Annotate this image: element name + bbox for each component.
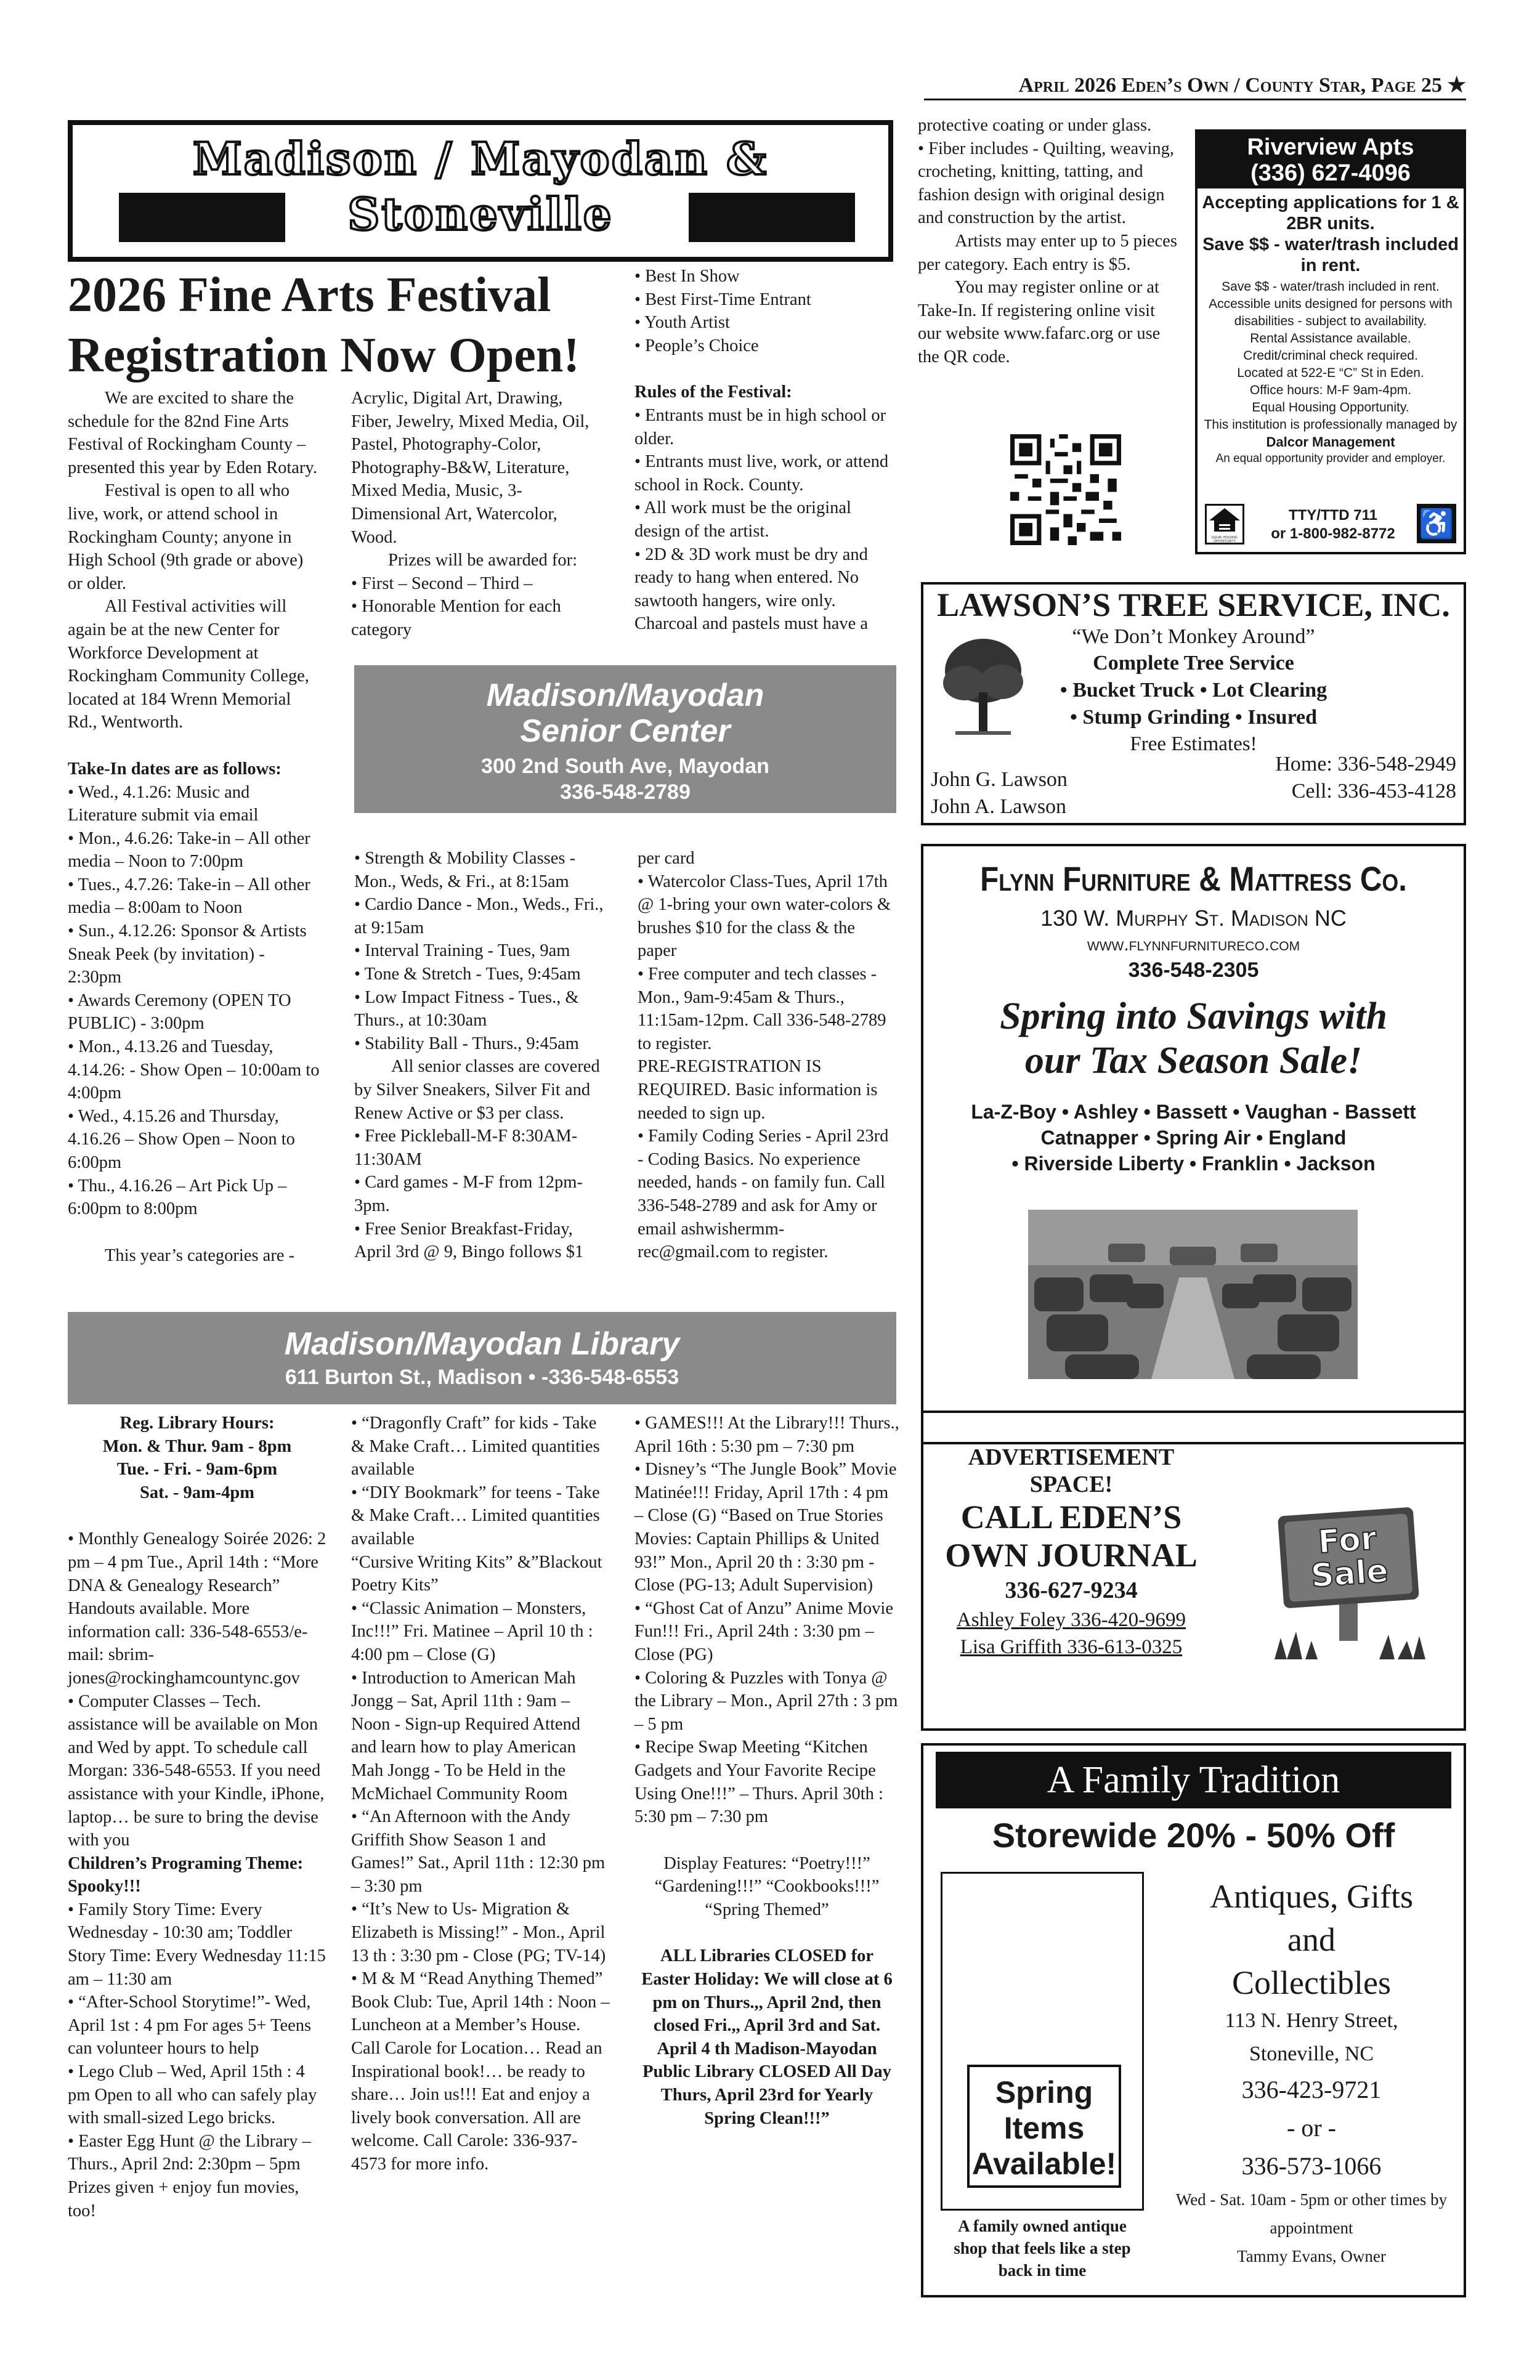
library-hours: Mon. & Thur. 9am - 8pm xyxy=(102,1436,292,1456)
riverview-detail: Equal Housing Opportunity. xyxy=(1252,400,1409,415)
library-item: • Monthly Genealogy Soirée 2026: 2 pm – 4 pm Tue., April 14th : “More DNA & Genealogy Research” Handouts available. More information call: 336-548-6553/e-mail: sbrim-jones@rockinghamcountync.gov xyxy=(68,1529,326,1688)
takein-item: • Awards Ceremony (OPEN TO PUBLIC) - 3:00pm xyxy=(68,989,320,1035)
page-header xyxy=(924,73,1466,97)
lawson-line4: Free Estimates! xyxy=(1130,733,1257,755)
senior-title2: Senior Center xyxy=(520,713,731,749)
library-address: 611 Burton St., Madison • -336-548-6553 xyxy=(285,1366,679,1389)
library-item: “Cursive Writing Kits” &”Blackout Poetry Kits” xyxy=(351,1552,602,1595)
lawson-slogan: “We Don’t Monkey Around” xyxy=(1072,625,1315,648)
header-rule xyxy=(924,99,1466,100)
prizes-intro: Prizes will be awarded for: xyxy=(388,551,578,570)
senior-col1 xyxy=(354,847,613,1264)
family-tagline: A family owned antique shop that feels like a step back in time xyxy=(954,2217,1131,2280)
flynn-web[interactable]: www.flynnfurnitureco.com xyxy=(1087,934,1300,955)
qr-code[interactable] xyxy=(1010,434,1121,545)
family-tradition-ad xyxy=(921,1743,1466,2297)
takein-item: • Mon., 4.6.26: Take-in – All other media – Noon to 7:00pm xyxy=(68,827,320,873)
col4-paragraph: You may register online or at Take-In. If registering online visit our website www.fafarc.org or use the QR code. xyxy=(918,278,1161,366)
flynn-brand-line: La-Z-Boy • Ashley • Bassett • Vaughan - Bassett xyxy=(971,1101,1416,1123)
family-or: - or - xyxy=(1287,2114,1336,2142)
senior-col2 xyxy=(638,847,896,1264)
library-title: Madison/Mayodan Library xyxy=(284,1326,680,1362)
library-col3 xyxy=(634,1412,899,2130)
riverview-detail: Rental Assistance available. xyxy=(1250,331,1411,346)
flynn-title: Flynn Furniture & Mattress Co. xyxy=(980,859,1407,898)
lawson-ad xyxy=(921,582,1466,825)
senior-note: All senior classes are covered by Silver Sneakers, Silver Fit and Renew Active or $3 per class. xyxy=(354,1057,600,1123)
takein-item: • Wed., 4.15.26 and Thursday, 4.16.26 – Show Open – Noon to 6:00pm xyxy=(68,1105,320,1175)
senior-phone: 336-548-2789 xyxy=(560,780,691,804)
takein-heading: Take-In dates are as follows: xyxy=(68,759,282,779)
senior-item: • Interval Training - Tues, 9am xyxy=(354,941,570,961)
senior-item: PRE-REGISTRATION IS REQUIRED. Basic information is needed to sign up. xyxy=(638,1057,878,1123)
library-item: • Disney’s “The Jungle Book” Movie Matinée!!! Friday, April 17th : 4 pm – Close (G) “Based on True Stories Movies: Captain Phillips & United 93!” Mon., April 20 th : 3:30 pm - Close (PG-13; Adult Supervision) xyxy=(634,1460,897,1595)
family-sale: Storewide 20% - 50% Off xyxy=(992,1816,1395,1855)
flynn-ad xyxy=(921,844,1466,1444)
festival-paragraph: All Festival activities will again be at the new Center for Workforce Development at Rockingham Community College, located at 184 Wrenn Memorial Rd., Wentworth. xyxy=(68,597,309,732)
riverview-detail: Credit/criminal check required. xyxy=(1243,349,1418,363)
award-item: • Youth Artist xyxy=(634,311,893,334)
tty-line: TTY/TTD 711 xyxy=(1288,507,1378,524)
riverview-header xyxy=(1198,132,1464,188)
award-item: • Best In Show xyxy=(634,265,893,288)
family-hours: Wed - Sat. 10am - 5pm or other times by appointment xyxy=(1175,2190,1448,2237)
senior-address: 300 2nd South Ave, Mayodan xyxy=(481,755,769,778)
riverview-detail: This institution is professionally managed by xyxy=(1204,418,1457,432)
flynn-address: 130 W. Murphy St. Madison NC xyxy=(1040,905,1347,931)
library-item: • Lego Club – Wed, April 15th : 4 pm Open to all who can safely play with small-sized Lego bricks. xyxy=(68,2062,317,2128)
spring-line: Available! xyxy=(971,2147,1117,2181)
takein-item: • Sun., 4.12.26: Sponsor & Artists Sneak Peek (by invitation) - 2:30pm xyxy=(68,920,320,989)
library-display: Display Features: “Poetry!!!” “Gardening!!!” “Cookbooks!!!” “Spring Themed” xyxy=(654,1853,880,1919)
family-photo-frame xyxy=(941,1872,1144,2211)
festival-col1 xyxy=(68,387,320,1267)
senior-title1: Madison/Mayodan xyxy=(486,678,764,713)
family-details xyxy=(1167,1875,1456,2270)
festival-col3 xyxy=(634,265,893,636)
takein-item: • Mon., 4.13.26 and Tuesday, 4.14.26: - Show Open – 10:00am to 4:00pm xyxy=(68,1035,320,1105)
library-closed: ALL Libraries CLOSED for Easter Holiday: We will close at 6 pm on Thurs.,, April 2nd, then closed Fri.,, April 3rd and Sat. April 4 th Madison-Mayodan Public Library CLOSED All Day Thurs, April 23rd for Yearly Spring Clean!!!” xyxy=(641,1946,893,2128)
riverview-detail: Accessible units designed for persons with disabilities - subject to availability. xyxy=(1209,297,1453,328)
flynn-brands xyxy=(923,1099,1464,1176)
library-item: • “Dragonfly Craft” for kids - Take & Make Craft… Limited quantities available xyxy=(351,1414,600,1479)
lawson-name: John G. Lawson xyxy=(931,768,1068,791)
ad-contact[interactable]: Lisa Griffith 336-613-0325 xyxy=(960,1636,1183,1658)
col4-top: protective coating or under glass. xyxy=(918,116,1152,135)
library-item: • “It’s New to Us- Migration & Elizabeth is Missing!” - Mon., April 13 th : 3:30 pm - Close (PG; TV-14) xyxy=(351,1900,606,1965)
senior-item: • Free computer and tech classes - Mon., 9am-9:45am & Thurs., 11:15am-12pm. Call 336-548-2789 to register. xyxy=(638,964,886,1053)
senior-item: per card xyxy=(638,849,695,868)
accessibility-icon: ♿ xyxy=(1417,504,1456,543)
festival-paragraph: Festival is open to all who live, work, or attend school in Rockingham County; anyone in High School (9th grade or above) or older. xyxy=(68,481,304,593)
senior-item: • Free Pickleball-M-F 8:30AM-11:30AM xyxy=(354,1127,578,1169)
equal-housing-icon xyxy=(1205,504,1244,544)
lawson-title: LAWSON’S TREE SERVICE, INC. xyxy=(937,586,1450,623)
library-item: • GAMES!!! At the Library!!! Thurs., April 16th : 5:30 pm – 7:30 pm xyxy=(634,1414,899,1456)
categories-intro: This year’s categories are - xyxy=(105,1245,295,1265)
lawson-line2: • Bucket Truck • Lot Clearing xyxy=(1060,679,1327,702)
qr-code-graphic xyxy=(1010,434,1121,545)
family-ag-line: and xyxy=(1287,1921,1335,1958)
library-item: • M & M “Read Anything Themed” Book Club: Tue, April 14th : Noon – Luncheon at a Member’s House. Call Carole for Location… Read an Inspirational book!… be ready to share… Join us!!! Eat and enjoy a lively book conversation. All are welcome. Call Carole: 336-937-4573 for more info. xyxy=(351,1969,610,2174)
rule-item: • Entrants must be in high school or older. xyxy=(634,404,893,450)
spring-line: Items xyxy=(1003,2111,1085,2145)
riverview-detail: Located at 522-E “C” St in Eden. xyxy=(1237,366,1424,380)
riverview-footer xyxy=(1198,503,1464,546)
riverview-manager: Dalcor Management xyxy=(1266,434,1395,450)
rule-item: • All work must be the original design of the artist. xyxy=(634,496,893,543)
senior-item: • Stability Ball - Thurs., 9:45am xyxy=(354,1034,579,1053)
senior-item: • Cardio Dance - Mon., Weds., Fri., at 9:15am xyxy=(354,895,604,937)
riverview-eop: An equal opportunity provider and employer. xyxy=(1215,452,1446,465)
rules-heading: Rules of the Festival: xyxy=(634,382,792,402)
prize-item: • First – Second – Third – xyxy=(351,572,604,596)
library-item: • Family Story Time: Every Wednesday - 10:30 am; Toddler Story Time: Every Wednesday 11:15 am – 11:30 am xyxy=(68,1900,326,1989)
takein-item: • Tues., 4.7.26: Take-in – All other media – 8:00am to Noon xyxy=(68,873,320,920)
library-item: • “Classic Animation – Monsters, Inc!!!” Fri. Matinee – April 10 th : 4:00 pm – Close (G) xyxy=(351,1598,593,1664)
family-phone: 336-423-9721 xyxy=(1241,2076,1382,2103)
riverview-ad xyxy=(1195,129,1466,554)
riverview-tty xyxy=(1253,506,1413,543)
ad-space-phone: 336-627-9234 xyxy=(1005,1577,1138,1603)
banner-line2: Stoneville xyxy=(347,188,614,240)
riverview-line1: Accepting applications for 1 & 2BR units. xyxy=(1202,193,1459,233)
flynn-brand-line: Catnapper • Spring Air • England xyxy=(1040,1127,1347,1149)
ad-space-text xyxy=(936,1444,1207,1661)
festival-title-line1: 2026 Fine Arts Festival xyxy=(68,268,551,322)
senior-item: • Watercolor Class-Tues, April 17th @ 1-bring your own water-colors & brushes $10 for the class & the paper xyxy=(638,872,891,961)
family-ag-line: Collectibles xyxy=(1232,1964,1391,2001)
categories-list: Acrylic, Digital Art, Drawing, Fiber, Jewelry, Mixed Media, Oil, Pastel, Photography-Color, Photography-B&W, Literature, Mixed Media, Music, 3-Dimensional Art, Watercolor, Wood. xyxy=(351,389,590,547)
flynn-slogan xyxy=(923,994,1464,1083)
library-hours: Tue. - Fri. - 9am-6pm xyxy=(116,1460,278,1479)
lawson-phones xyxy=(1185,751,1456,805)
festival-title-line2: Registration Now Open! xyxy=(68,328,580,382)
lawson-line1: Complete Tree Service xyxy=(1093,652,1294,674)
family-owner: Tammy Evans, Owner xyxy=(1237,2247,1386,2265)
spring-line: Spring xyxy=(995,2075,1093,2110)
family-address: Stoneville, NC xyxy=(1249,2042,1374,2065)
library-band xyxy=(68,1312,896,1404)
festival-paragraph: We are excited to share the schedule for the 82nd Fine Arts Festival of Rockingham County – presented this year by Eden Rotary. xyxy=(68,389,317,477)
lawson-cell-phone: Cell: 336-453-4128 xyxy=(1291,780,1456,803)
header-line: April 2026 Eden’s Own / County Star, Page 25 ★ xyxy=(1018,74,1466,97)
senior-item: • Low Impact Fitness - Tues., & Thurs., at 10:30am xyxy=(354,987,579,1030)
family-address: 113 N. Henry Street, xyxy=(1225,2009,1398,2032)
tree-icon xyxy=(937,634,1029,739)
ad-space-line: ADVERTISEMENT xyxy=(968,1444,1175,1470)
library-item: • “Ghost Cat of Anzu” Anime Movie Fun!!! Fri., April 24th : 3:30 pm – Close (PG) xyxy=(634,1598,893,1664)
award-item: • People’s Choice xyxy=(634,334,893,358)
festival-col2 xyxy=(351,387,604,642)
rule-item: • 2D & 3D work must be dry and ready to hang when entered. No sawtooth hangers, wire only. Charcoal and pastels must have a xyxy=(634,543,893,636)
festival-col4 xyxy=(918,114,1183,369)
library-item: • “After-School Storytime!”- Wed, April 1st : 4 pm For ages 5+ Teens can volunteer hours to help xyxy=(68,1993,312,2058)
library-hours-heading: Reg. Library Hours: xyxy=(120,1414,275,1433)
family-phone: 336-573-1066 xyxy=(1241,2152,1382,2180)
showroom-photo xyxy=(1028,1210,1358,1379)
flynn-slogan-line: Spring into Savings with xyxy=(1000,995,1387,1037)
eho-label: EQUAL HOUSING OPPORTUNITY xyxy=(1212,536,1238,543)
sign-word: Sale xyxy=(1310,1552,1390,1595)
senior-item: • Family Coding Series - April 23rd - Coding Basics. No experience needed, hands - on family fun. Call 336-548-2789 and ask for Amy or email ashwishermm-rec@gmail.com to register. xyxy=(638,1127,889,1262)
ad-space-line: OWN JOURNAL xyxy=(945,1537,1198,1574)
library-col1 xyxy=(68,1412,326,2222)
col4-fiber: • Fiber includes - Quilting, weaving, crocheting, knitting, tatting, and fashion design with original design and construction by the artist. xyxy=(918,137,1183,230)
library-item: • Introduction to American Mah Jongg – Sat, April 11th : 9am – Noon - Sign-up Required Attend and learn how to play American Mah Jongg - To be Held in the McMichael Community Room xyxy=(351,1668,581,1803)
takein-item: • Wed., 4.1.26: Music and Literature submit via email xyxy=(68,781,320,827)
riverview-small xyxy=(1198,278,1464,434)
family-ag-line: Antiques, Gifts xyxy=(1210,1878,1413,1915)
lawson-line3: • Stump Grinding • Insured xyxy=(1069,706,1318,729)
sign-word: For xyxy=(1316,1520,1378,1561)
senior-item: • Card games - M-F from 12pm-3pm. xyxy=(354,1173,583,1215)
family-title: A Family Tradition xyxy=(936,1752,1451,1808)
senior-item: • Tone & Stretch - Tues, 9:45am xyxy=(354,964,581,984)
library-item: • Coloring & Puzzles with Tonya @ the Library – Mon., April 27th : 3 pm – 5 pm xyxy=(634,1668,898,1734)
riverview-line2: Save $$ - water/trash included in rent. xyxy=(1202,235,1459,275)
flynn-slogan-line: our Tax Season Sale! xyxy=(1024,1040,1363,1082)
riverview-detail: Save $$ - water/trash included in rent. xyxy=(1222,280,1440,294)
flynn-brand-line: • Riverside Liberty • Franklin • Jackson xyxy=(1011,1152,1376,1175)
rule-item: • Entrants must live, work, or attend school in Rock. County. xyxy=(634,450,893,496)
childrens-heading: Children’s Programing Theme: Spooky!!! xyxy=(68,1853,304,1896)
sign-text xyxy=(1284,1520,1412,1595)
riverview-title: Riverview Apts xyxy=(1247,134,1414,160)
library-item: • Recipe Swap Meeting “Kitchen Gadgets and Your Favorite Recipe Using One!!!” – Thurs. April 30th : 5:30 pm – 7:30 pm xyxy=(634,1738,883,1827)
takein-item: • Thu., 4.16.26 – Art Pick Up – 6:00pm to 8:00pm xyxy=(68,1175,320,1221)
riverview-detail: Office hours: M-F 9am-4pm. xyxy=(1249,383,1412,397)
senior-center-band xyxy=(354,665,896,813)
library-item: • Easter Egg Hunt @ the Library – Thurs., April 2nd: 2:30pm – 5pm Prizes given + enjoy fun movies, too! xyxy=(68,2131,311,2220)
banner-line1: Madison / Mayodan & xyxy=(192,132,768,185)
lawson-home-phone: Home: 336-548-2949 xyxy=(1275,753,1456,775)
ad-space-line: SPACE! xyxy=(1029,1471,1113,1497)
prize-item: • Honorable Mention for each category xyxy=(351,595,604,641)
ad-space-line: CALL EDEN’S xyxy=(960,1499,1182,1536)
library-item: • Computer Classes – Tech. assistance will be available on Mon and Wed by appt. To schedule call Morgan: 336-548-6553. If you need assistance with your Kindle, iPhone, laptop… be sure to bring the devise with you xyxy=(68,1691,325,1850)
library-item: • “DIY Bookmark” for teens - Take & Make Craft… Limited quantities available xyxy=(351,1483,600,1548)
lawson-name: John A. Lawson xyxy=(931,795,1067,818)
award-item: • Best First-Time Entrant xyxy=(634,288,893,312)
senior-item: • Strength & Mobility Classes - Mon., Weds, & Fri., at 8:15am xyxy=(354,849,576,891)
banner-title xyxy=(73,131,888,242)
for-sale-sign-icon xyxy=(1268,1493,1429,1659)
ad-contact[interactable]: Ashley Foley 336-420-9699 xyxy=(956,1609,1186,1631)
library-col2 xyxy=(351,1412,610,2176)
library-item: • “An Afternoon with the Andy Griffith Show Season 1 and Games!” Sat., April 11th : 12:30 pm – 3:30 pm xyxy=(351,1807,606,1896)
library-hours: Sat. - 9am-4pm xyxy=(139,1483,255,1502)
lawson-names xyxy=(931,766,1177,820)
senior-item: • Free Senior Breakfast-Friday, April 3rd @ 9, Bingo follows $1 xyxy=(354,1219,584,1262)
section-banner xyxy=(68,120,893,262)
tty-line2: or 1-800-982-8772 xyxy=(1271,525,1395,542)
ad-space-box xyxy=(921,1411,1466,1731)
flynn-phone: 336-548-2305 xyxy=(1128,958,1259,982)
col4-paragraph: Artists may enter up to 5 pieces per category. Each entry is $5. xyxy=(918,231,1177,274)
spring-items-box xyxy=(967,2065,1121,2188)
riverview-phone: (336) 627-4096 xyxy=(1250,160,1411,186)
festival-title xyxy=(68,265,622,386)
